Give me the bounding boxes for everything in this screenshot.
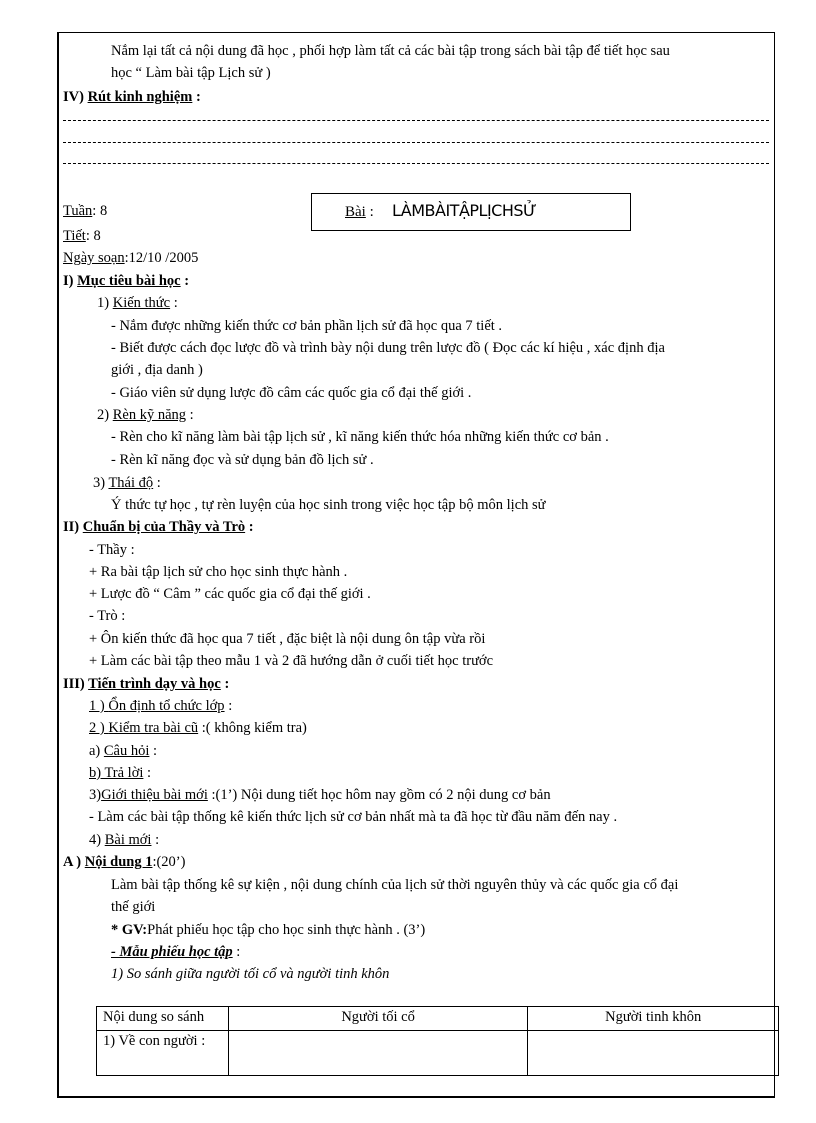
table-header-cell: Người tinh khôn [528, 1007, 779, 1031]
table-cell [228, 1031, 528, 1076]
dashed-line-3 [63, 163, 769, 164]
answer-label: b) Trả lời : [89, 765, 152, 781]
section-4-title: Rút kinh nghiệm [87, 89, 193, 105]
worksheet-heading: - Mẫu phiếu học tập : [111, 944, 241, 960]
teacher-item-2: + Lược đồ “ Câm ” các quốc gia cổ đại thế giới . [89, 586, 371, 602]
lesson-title: LÀMBÀITẬPLỊCHSỬ [392, 201, 537, 220]
skills-item-1: - Rèn cho kĩ năng làm bài tập lịch sử , kĩ năng kiến thức hóa những kiến thức cơ bản . [111, 429, 609, 445]
student-item-2: + Làm các bài tập theo mẫu 1 và 2 đã hướng dẫn ở cuối tiết học trước [89, 653, 494, 669]
lesson-title-box [311, 193, 631, 231]
section-3-heading: III) Tiến trình dạy và học : [63, 676, 230, 692]
content-a-desc-1: Làm bài tập thống kê sự kiện , nội dung chính của lịch sử thời nguyên thủy và các quốc gia cổ đại [111, 877, 679, 893]
step-3-detail: - Làm các bài tập thống kê kiến thức lịch sử cơ bản nhất mà ta đã học từ đầu năm đến nay . [89, 809, 618, 825]
date-line: Ngày soạn:12/10 /2005 [63, 250, 199, 266]
table-header-cell: Nội dung so sánh [97, 1007, 229, 1031]
student-label: - Trò : [89, 608, 126, 624]
section-4-heading: IV) Rút kinh nghiệm : [63, 89, 201, 105]
section-2-heading: II) Chuẩn bị của Thầy và Trò : [63, 519, 254, 535]
skills-heading: 2) Rèn kỹ năng : [97, 407, 194, 423]
question-label: a) Câu hỏi : [89, 743, 158, 759]
comparison-table [96, 1006, 779, 1076]
step-2: 2 ) Kiểm tra bài cũ :( không kiểm tra) [89, 720, 307, 736]
week-line: Tuần: 8 [63, 203, 108, 219]
knowledge-item-2a: - Biết được cách đọc lược đồ và trình bày nội dung trên lược đồ ( Đọc các kí hiệu , xác định địa [111, 340, 665, 356]
dashed-line-1 [63, 120, 769, 121]
lesson-label: Bài : [345, 204, 374, 220]
gv-instruction: * GV:Phát phiếu học tập cho học sinh thực hành . (3’) [111, 922, 426, 938]
teacher-label: - Thầy : [89, 542, 135, 558]
table-cell [528, 1031, 779, 1076]
content-a-desc-2: thế giới [111, 899, 156, 915]
table-cell: 1) Về con người : [97, 1031, 229, 1076]
period-line: Tiết: 8 [63, 228, 101, 244]
attitude-item: Ý thức tự học , tự rèn luyện của học sinh trong việc học tập bộ môn lịch sử [111, 497, 546, 513]
content-a-heading: A ) Nội dung 1:(20’) [63, 854, 186, 870]
table-header-cell: Người tối cổ [228, 1007, 528, 1031]
knowledge-heading: 1) Kiến thức : [97, 295, 178, 311]
knowledge-item-2b: giới , địa danh ) [111, 362, 203, 378]
compare-prompt: 1) So sánh giữa người tối cổ và người tinh khôn [111, 966, 390, 982]
section-1-heading: I) Mục tiêu bài học : [63, 273, 190, 289]
step-1: 1 ) Ổn định tổ chức lớp : [89, 698, 233, 714]
table-header-row [97, 1007, 779, 1031]
knowledge-item-1: - Nắm được những kiến thức cơ bản phần lịch sử đã học qua 7 tiết . [111, 318, 503, 334]
step-3: 3)Giới thiệu bài mới :(1’) Nội dung tiết học hôm nay gồm có 2 nội dung cơ bản [89, 787, 551, 803]
intro-line-2: học “ Làm bài tập Lịch sử ) [111, 65, 271, 81]
teacher-item-1: + Ra bài tập lịch sử cho học sinh thực hành . [89, 564, 348, 580]
intro-line-1: Nắm lại tất cả nội dung đã học , phối hợp làm tất cả các bài tập trong sách bài tập để tiết học sau [111, 43, 670, 59]
skills-item-2: - Rèn kĩ năng đọc và sử dụng bản đồ lịch sử . [111, 452, 374, 468]
student-item-1: + Ôn kiến thức đã học qua 7 tiết , đặc biệt là nội dung ôn tập vừa rồi [89, 631, 486, 647]
table-row [97, 1031, 779, 1076]
step-4: 4) Bài mới : [89, 832, 160, 848]
knowledge-item-3: - Giáo viên sử dụng lược đồ câm các quốc gia cổ đại thế giới . [111, 385, 472, 401]
attitude-heading: 3) Thái độ : [93, 475, 161, 491]
dashed-line-2 [63, 142, 769, 143]
